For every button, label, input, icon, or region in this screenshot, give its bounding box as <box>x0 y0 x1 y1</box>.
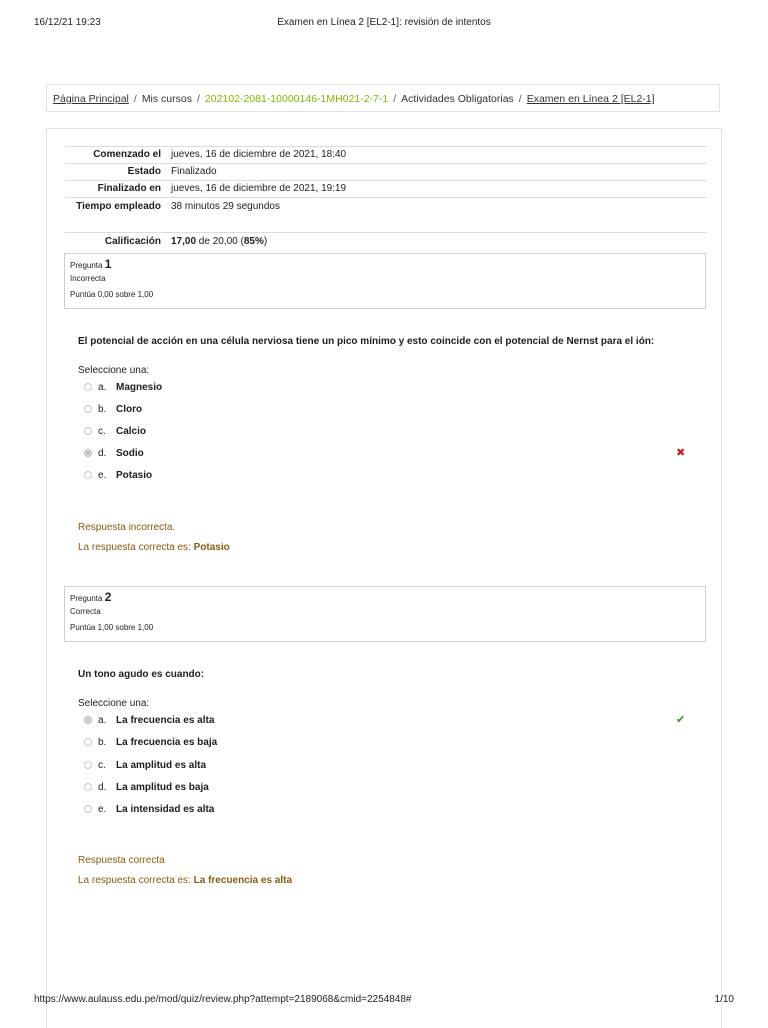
summary-value <box>171 233 707 252</box>
option-letter: d. <box>98 782 107 793</box>
breadcrumb-home-link[interactable]: Página Principal <box>53 93 129 105</box>
question-grade: Puntúa 1,00 sobre 1,00 <box>70 623 154 632</box>
select-one-prompt: Seleccione una: <box>78 365 150 376</box>
option-text: Sodio <box>116 448 144 459</box>
question-state: Incorrecta <box>70 274 106 283</box>
question-number <box>70 257 700 271</box>
answer-option-a[interactable] <box>84 714 214 728</box>
radio-button[interactable] <box>84 761 92 769</box>
answer-option-c[interactable] <box>84 759 206 773</box>
question-text: El potencial de acción en una célula nerviosa tiene un pico mínimo y esto coincide con el potencial de Nernst para el ión: <box>78 336 655 347</box>
attempt-summary-table <box>65 146 707 251</box>
grade-out-of: de 20,00 ( <box>196 236 244 247</box>
option-text: La frecuencia es alta <box>116 715 215 726</box>
summary-row-grade <box>65 233 707 252</box>
question-number <box>70 590 700 604</box>
correct-answer-line <box>78 875 292 886</box>
answer-feedback: Respuesta incorrecta. <box>78 522 176 533</box>
breadcrumb-separator: / <box>393 93 397 105</box>
correct-answer-line <box>78 542 230 553</box>
option-text: Calcio <box>116 426 147 437</box>
option-letter: b. <box>98 737 107 748</box>
option-letter: a. <box>98 382 107 393</box>
summary-label: Calificación <box>104 236 161 247</box>
radio-button[interactable] <box>84 427 92 435</box>
breadcrumb-course-link[interactable]: 202102-2081-10000146-1MH021-2-7-1 <box>204 93 389 105</box>
question-state: Correcta <box>70 607 101 616</box>
grade-score: 17,00 <box>171 236 197 247</box>
breadcrumb-separator: / <box>133 93 137 105</box>
incorrect-mark-icon: ✖ <box>676 447 686 459</box>
option-letter: b. <box>98 404 107 415</box>
radio-button[interactable] <box>84 383 92 391</box>
question-label: Pregunta <box>70 594 103 603</box>
print-header <box>34 17 734 31</box>
question-text: Un tono agudo es cuando: <box>78 669 205 680</box>
option-letter: c. <box>98 760 106 771</box>
question-label: Pregunta <box>70 261 103 270</box>
question-info-box <box>64 253 706 309</box>
option-letter: d. <box>98 448 107 459</box>
correct-answer-prefix: La respuesta correcta es: <box>78 875 194 886</box>
grade-percent: 85% <box>243 236 264 247</box>
radio-button-selected[interactable] <box>84 449 92 457</box>
correct-answer-value: Potasio <box>193 542 230 553</box>
answer-option-b[interactable] <box>84 736 217 750</box>
answer-option-e[interactable] <box>84 803 214 817</box>
summary-label: Tiempo empleado <box>76 201 161 212</box>
option-letter: a. <box>98 715 107 726</box>
answer-option-d[interactable] <box>84 781 209 795</box>
option-text: La intensidad es alta <box>116 804 215 815</box>
option-text: Magnesio <box>116 382 163 393</box>
breadcrumb-section: Actividades Obligatorias <box>401 93 514 105</box>
summary-value: Finalizado <box>171 166 217 177</box>
page-number: 1/10 <box>714 994 734 1005</box>
question-grade: Puntúa 0,00 sobre 1,00 <box>70 290 154 299</box>
breadcrumb-my-courses: Mis cursos <box>141 93 192 105</box>
option-text: Potasio <box>116 470 153 481</box>
question-info-box <box>64 586 706 642</box>
summary-row-finished <box>65 181 707 198</box>
grade-close: ) <box>263 236 268 247</box>
correct-mark-icon: ✔ <box>676 714 686 726</box>
radio-button[interactable] <box>84 738 92 746</box>
answer-option-e[interactable] <box>84 469 152 483</box>
radio-button[interactable] <box>84 805 92 813</box>
option-text: La frecuencia es baja <box>116 737 218 748</box>
summary-row-time <box>65 198 707 233</box>
answer-option-b[interactable] <box>84 403 142 417</box>
radio-button-selected[interactable] <box>84 716 92 724</box>
summary-value: 38 minutos 29 segundos <box>171 201 280 212</box>
question-number-value: 1 <box>104 257 112 271</box>
answer-option-d[interactable] <box>84 447 144 461</box>
option-text: La amplitud es baja <box>116 782 209 793</box>
answer-option-c[interactable] <box>84 425 146 439</box>
print-title: Examen en Línea 2 [EL2-1]: revisión de intentos <box>277 17 491 28</box>
radio-button[interactable] <box>84 783 92 791</box>
print-footer <box>34 994 734 1008</box>
breadcrumb-separator: / <box>518 93 522 105</box>
summary-row-started <box>65 147 707 164</box>
option-text: La amplitud es alta <box>116 760 207 771</box>
correct-answer-value: La frecuencia es alta <box>193 875 293 886</box>
option-letter: e. <box>98 470 107 481</box>
summary-value: jueves, 16 de diciembre de 2021, 18:40 <box>171 149 347 160</box>
summary-row-state <box>65 164 707 181</box>
summary-value: jueves, 16 de diciembre de 2021, 19:19 <box>171 183 347 194</box>
option-letter: e. <box>98 804 107 815</box>
print-url: https://www.aulauss.edu.pe/mod/quiz/review.php?attempt=2189068&cmid=2254848# <box>34 994 412 1005</box>
radio-button[interactable] <box>84 471 92 479</box>
breadcrumb-quiz-link[interactable]: Examen en Línea 2 [EL2-1] <box>526 93 655 105</box>
option-text: Cloro <box>116 404 143 415</box>
correct-answer-prefix: La respuesta correcta es: <box>78 542 194 553</box>
summary-label: Comenzado el <box>93 149 161 160</box>
summary-label: Finalizado en <box>97 183 161 194</box>
question-number-value: 2 <box>104 590 112 604</box>
breadcrumb-separator: / <box>197 93 200 105</box>
breadcrumb <box>46 84 720 112</box>
select-one-prompt: Seleccione una: <box>78 698 150 709</box>
print-date: 16/12/21 19:23 <box>34 17 101 28</box>
summary-label: Estado <box>127 166 161 177</box>
quiz-review-panel <box>46 128 722 1028</box>
answer-option-a[interactable] <box>84 381 162 395</box>
option-letter: c. <box>98 426 106 437</box>
radio-button[interactable] <box>84 405 92 413</box>
answer-feedback: Respuesta correcta <box>78 855 165 866</box>
